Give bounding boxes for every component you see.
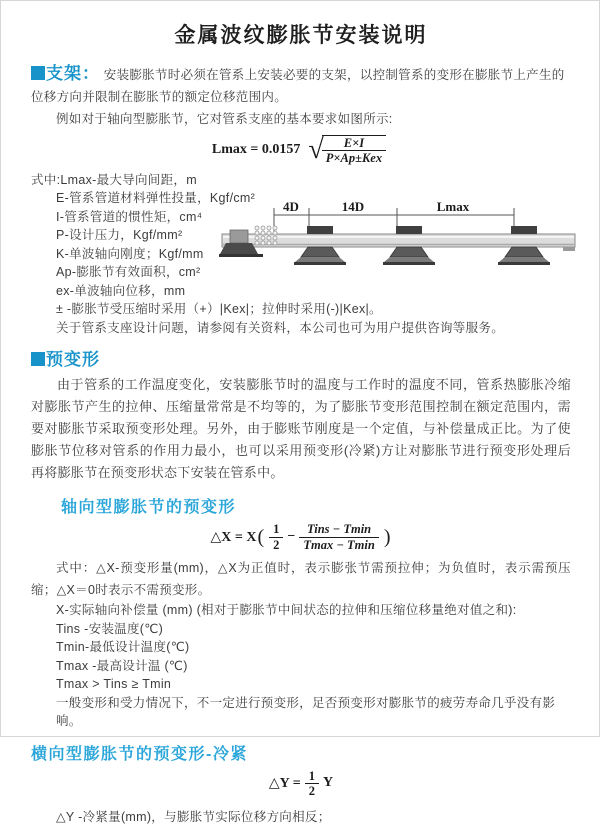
temp-relation-line: Tmax > Tins ≥ Tmin: [56, 677, 172, 691]
definition-line: P-设计压力，Kgf/mm²: [56, 228, 183, 243]
diagram-label-lmax: Lmax: [436, 198, 470, 214]
definition-line: K-单波轴向刚度；Kgf/mm: [56, 246, 204, 261]
x-definition-line: X-实际轴向补偿量 (mm) (相对于膨胀节中间状态的拉伸和压缩位移量绝对值之和):: [56, 603, 517, 617]
support-intro-text: 安装膨胀节时必须在管系上安装必要的支架，以控制管系的变形在膨胀节上产生的位移方向并限制在膨胀节的额定位移范围内。: [31, 68, 565, 104]
temp-definition-line: Tins -安装温度(℃): [56, 621, 164, 636]
axial-formula-lhs: △X = X: [210, 529, 257, 545]
plus-minus-note: ± -膨胀节受压缩时采用（+）|Kex|；拉伸时采用(-)|Kex|。: [56, 302, 382, 317]
lateral-subheading: 横向型膨胀节的预变形-冷紧: [31, 745, 248, 763]
service-note: 关于管系支座设计问题，请参阅有关资料，本公司也可为用户提供咨询等服务。: [56, 320, 505, 335]
axial-definitions: [31, 601, 571, 731]
lateral-formula-lhs: △Y =: [268, 775, 301, 791]
support-example-line: 例如对于轴向型膨胀节，它对管系支座的基本要求如图所示:: [56, 112, 393, 126]
support-section-heading: 支架：: [46, 64, 100, 83]
temp-definition-line: Tmin-最低设计温度(℃): [56, 640, 190, 654]
lateral-half-denominator: 2: [308, 783, 315, 798]
predeform-paragraph: 由于管系的工作温度变化，安装膨胀节时的温度与工作时的温度不同，管系热膨胀冷缩对膨胀节产生的拉伸、压缩量常常是不均等的，为了膨胀节变形范围控制在额定范围内，需要对膨胀节采取预变形处理。另外，由于膨账节刚度是一个定值，与补偿量成正比。为了使膨胀节位移对管系的作用力最小，也可以采用预变形(冷紧)方让对膨胀节进行预变形处理后再将膨胀节在预变形状态下安装在管系中。: [31, 377, 571, 481]
close-paren: ): [383, 525, 391, 548]
definition-line: 式中:Lmax-最大导向间距，m: [31, 172, 197, 187]
lmax-formula: [31, 135, 571, 166]
lateral-formula-half: [305, 769, 319, 799]
support-intro-paragraph: [31, 63, 571, 108]
lateral-formula-rhs: Y: [322, 775, 334, 791]
predeform-section-heading-row: [31, 345, 571, 370]
open-paren: (: [257, 525, 265, 548]
definition-line: Ap-膨胀节有效面积，cm²: [56, 265, 201, 280]
predeform-section-heading: 预变形: [46, 350, 100, 370]
definition-line: ex-单波轴向位移，mm: [56, 283, 186, 298]
axial-formula-temp-fraction: [299, 522, 378, 552]
temp-fraction-numerator: Tins − Tmin: [299, 522, 378, 537]
lmax-formula-lhs: Lmax = 0.0157: [211, 142, 301, 158]
lmax-formula-fraction: [322, 135, 386, 166]
sqrt-icon: √: [308, 134, 324, 166]
half-numerator: 1: [269, 522, 283, 537]
section-marker-icon: [31, 66, 45, 80]
axial-subheading: 轴向型膨胀节的预变形: [61, 499, 237, 517]
definition-line: E-管系管道材料弹性投量，Kgf/cm²: [56, 191, 256, 206]
diagram-label-4d: 4D: [283, 198, 299, 214]
minus-sign: −: [287, 529, 296, 545]
section-marker-icon: [31, 352, 45, 366]
definition-line: I-管系管道的惯性矩，cm⁴: [56, 209, 203, 224]
axial-formula: [31, 522, 571, 552]
lateral-half-numerator: 1: [305, 769, 319, 784]
definitions-and-diagram: [31, 171, 571, 338]
temp-fraction-denominator: Tmax − Tmin: [303, 537, 375, 552]
lateral-note-line: △Y -冷紧量(mm)，与膨胀节实际位移方向相反；: [56, 810, 331, 825]
diagram-label-14d: 14D: [341, 198, 365, 214]
page-title: 金属波纹膨胀节安装说明: [174, 24, 428, 47]
lateral-formula: [31, 769, 571, 799]
axial-note-line: 一般变形和受力情况下，不一定进行预变形，足否预变形对膨胀节的疲劳寿命几乎没有影响。: [56, 695, 556, 728]
half-denominator: 2: [273, 537, 280, 552]
lmax-formula-numerator: E×I: [322, 136, 386, 151]
axial-formula-half: [269, 522, 283, 552]
lmax-formula-denominator: P×Ap±Kex: [325, 151, 383, 166]
axial-explain-paragraph: 式中：△X-预变形量(mm)，△X为正值时，表示膨张节需预拉伸；为负值时，表示需预压缩；△X＝0时表示不需预变形。: [31, 561, 571, 597]
temp-definition-line: Tmax -最高设计温 (℃): [56, 658, 188, 673]
pipe-support-diagram: [217, 197, 577, 282]
